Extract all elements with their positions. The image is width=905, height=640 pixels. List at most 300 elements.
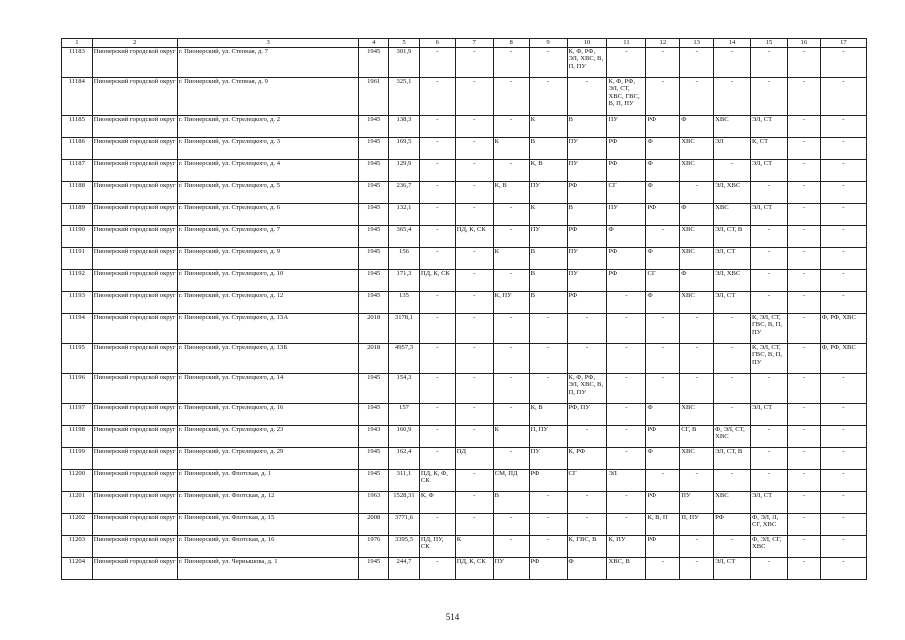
table-cell: 160,9 bbox=[389, 426, 420, 448]
table-cell: - bbox=[787, 226, 820, 248]
table-cell: - bbox=[419, 374, 455, 404]
table-cell: - bbox=[646, 226, 680, 248]
table-cell: 365,4 bbox=[389, 226, 420, 248]
table-cell: - bbox=[714, 48, 751, 78]
table-cell: - bbox=[787, 536, 820, 558]
table-cell: - bbox=[529, 78, 567, 116]
table-cell: 11202 bbox=[62, 514, 93, 536]
table-cell: 1945 bbox=[359, 558, 389, 580]
table-cell: - bbox=[493, 314, 529, 344]
table-cell: - bbox=[607, 314, 646, 344]
table-cell: РФ bbox=[567, 292, 607, 314]
table-cell: - bbox=[787, 292, 820, 314]
table-cell: ПД bbox=[455, 448, 493, 470]
table-cell: 132,1 bbox=[389, 204, 420, 226]
table-cell: 11197 bbox=[62, 404, 93, 426]
table-cell: В bbox=[529, 138, 567, 160]
table-cell: - bbox=[787, 270, 820, 292]
table-cell: ЭЛ, СТ bbox=[751, 204, 788, 226]
table-cell: ПУ bbox=[607, 116, 646, 138]
table-cell: - bbox=[787, 204, 820, 226]
table-cell: 1945 bbox=[359, 404, 389, 426]
table-cell: - bbox=[646, 78, 680, 116]
table-cell: - bbox=[680, 48, 714, 78]
table-row bbox=[62, 314, 867, 344]
table-cell: 11190 bbox=[62, 226, 93, 248]
table-cell: - bbox=[680, 558, 714, 580]
table-cell: - bbox=[493, 116, 529, 138]
table-cell: - bbox=[455, 470, 493, 492]
table-row bbox=[62, 78, 867, 116]
table-cell: К, ПУ bbox=[607, 536, 646, 558]
table-cell: - bbox=[751, 374, 788, 404]
table-cell: ЭЛ bbox=[714, 138, 751, 160]
table-cell: 11204 bbox=[62, 558, 93, 580]
table-cell: - bbox=[419, 344, 455, 374]
table-cell: Пионерский городской округ bbox=[92, 270, 177, 292]
table-cell: 1943 bbox=[359, 426, 389, 448]
table-cell: г. Пионерский, ул. Стрелецкого, д. 16 bbox=[177, 404, 359, 426]
table-cell: - bbox=[787, 344, 820, 374]
table-cell: 11184 bbox=[62, 78, 93, 116]
table-cell: Пионерский городской округ bbox=[92, 558, 177, 580]
table-cell: - bbox=[820, 426, 866, 448]
table-cell: - bbox=[419, 404, 455, 426]
table-cell: РФ bbox=[646, 204, 680, 226]
table-cell: - bbox=[751, 292, 788, 314]
table-cell: - bbox=[455, 160, 493, 182]
table-cell: ЭЛ, СТ bbox=[751, 492, 788, 514]
table-cell: РФ bbox=[714, 514, 751, 536]
table-cell: - bbox=[607, 514, 646, 536]
table-cell: К, В bbox=[493, 182, 529, 204]
table-cell: - bbox=[714, 314, 751, 344]
table-cell: г. Пионерский, ул. Стрелецкого, д. 9 bbox=[177, 248, 359, 270]
table-cell: - bbox=[567, 78, 607, 116]
table-row bbox=[62, 514, 867, 536]
column-header: 6 bbox=[419, 39, 455, 48]
table-cell: - bbox=[787, 492, 820, 514]
table-row bbox=[62, 404, 867, 426]
table-cell: Ф bbox=[646, 248, 680, 270]
table-cell: - bbox=[680, 182, 714, 204]
table-cell: 11196 bbox=[62, 374, 93, 404]
table-cell: В bbox=[529, 270, 567, 292]
table-cell: - bbox=[455, 116, 493, 138]
table-cell: - bbox=[751, 226, 788, 248]
table-cell: РФ bbox=[607, 248, 646, 270]
table-cell: ЭЛ, СТ bbox=[751, 404, 788, 426]
table-cell: - bbox=[751, 48, 788, 78]
table-cell: - bbox=[567, 514, 607, 536]
table-cell: 1945 bbox=[359, 116, 389, 138]
table-cell: - bbox=[607, 48, 646, 78]
table-cell: К, Ф, РФ, ЭЛ, СТ, ХВС, ГВС, В, П, ПУ bbox=[607, 78, 646, 116]
table-cell: К, В, П bbox=[646, 514, 680, 536]
table-cell: К, ЭЛ, СТ, ГВС, В, П, ПУ bbox=[751, 314, 788, 344]
table-cell: - bbox=[607, 344, 646, 374]
table-cell: - bbox=[680, 314, 714, 344]
table-cell: В bbox=[493, 492, 529, 514]
table-cell: - bbox=[529, 514, 567, 536]
table-cell: - bbox=[493, 270, 529, 292]
table-cell: г. Пионерский, ул. Стрелецкого, д. 3 bbox=[177, 138, 359, 160]
table-cell: - bbox=[820, 160, 866, 182]
table-cell: - bbox=[787, 514, 820, 536]
table-cell: - bbox=[493, 404, 529, 426]
table-cell: - bbox=[419, 138, 455, 160]
table-cell: 11183 bbox=[62, 48, 93, 78]
table-cell: - bbox=[419, 226, 455, 248]
table-cell: 236,7 bbox=[389, 182, 420, 204]
table-cell: - bbox=[607, 426, 646, 448]
column-header: 16 bbox=[787, 39, 820, 48]
table-cell: - bbox=[714, 160, 751, 182]
table-cell: ЭЛ, СТ, В bbox=[714, 448, 751, 470]
table-cell: ХВС bbox=[680, 448, 714, 470]
table-cell: - bbox=[787, 426, 820, 448]
table-cell: РФ bbox=[646, 492, 680, 514]
table-cell: Ф bbox=[646, 138, 680, 160]
table-cell: - bbox=[714, 404, 751, 426]
table-cell: - bbox=[419, 116, 455, 138]
table-cell: - bbox=[455, 292, 493, 314]
table-cell: - bbox=[455, 138, 493, 160]
table-row bbox=[62, 138, 867, 160]
table-cell: РФ bbox=[567, 226, 607, 248]
table-cell: - bbox=[455, 344, 493, 374]
table-cell: 11188 bbox=[62, 182, 93, 204]
table-cell: 3771,6 bbox=[389, 514, 420, 536]
table-cell: Ф bbox=[680, 116, 714, 138]
table-cell: В bbox=[567, 116, 607, 138]
table-cell: Ф bbox=[646, 182, 680, 204]
table-cell: - bbox=[419, 314, 455, 344]
table-cell: 2018 bbox=[359, 314, 389, 344]
table-cell: г. Пионерский, ул. Флотская, д. 15 bbox=[177, 514, 359, 536]
table-cell: ХВС bbox=[714, 492, 751, 514]
table-cell: ПД, К, СК bbox=[455, 226, 493, 248]
table-cell: - bbox=[680, 374, 714, 404]
table-cell: - bbox=[714, 78, 751, 116]
table-cell: - bbox=[455, 314, 493, 344]
table-cell: В bbox=[529, 292, 567, 314]
table-cell: г. Пионерский, ул. Флотская, д. 12 bbox=[177, 492, 359, 514]
table-cell: 11203 bbox=[62, 536, 93, 558]
table-cell: - bbox=[493, 226, 529, 248]
table-cell: - bbox=[787, 248, 820, 270]
table-body bbox=[62, 48, 867, 580]
table-cell: - bbox=[751, 558, 788, 580]
table-cell: 1945 bbox=[359, 292, 389, 314]
table-cell: - bbox=[419, 448, 455, 470]
table-cell: Ф bbox=[646, 404, 680, 426]
table-cell: - bbox=[787, 470, 820, 492]
table-cell: г. Пионерский, ул. Стрелецкого, д. 14 bbox=[177, 374, 359, 404]
table-cell: ПУ bbox=[567, 270, 607, 292]
table-cell: Ф bbox=[680, 270, 714, 292]
table-cell: 11186 bbox=[62, 138, 93, 160]
table-cell: ЭЛ, СТ bbox=[751, 116, 788, 138]
table-cell: г. Пионерский, ул. Стрелецкого, д. 12 bbox=[177, 292, 359, 314]
table-cell: - bbox=[787, 78, 820, 116]
table-cell: - bbox=[493, 78, 529, 116]
table-cell: ПД, К, СК bbox=[455, 558, 493, 580]
table-cell: К bbox=[493, 248, 529, 270]
table-cell: - bbox=[529, 48, 567, 78]
table-cell: - bbox=[567, 344, 607, 374]
table-cell: - bbox=[607, 448, 646, 470]
table-cell: СГ bbox=[646, 270, 680, 292]
table-cell: - bbox=[714, 344, 751, 374]
column-header: 17 bbox=[820, 39, 866, 48]
table-cell: Пионерский городской округ bbox=[92, 374, 177, 404]
table-cell: - bbox=[820, 514, 866, 536]
table-cell: - bbox=[455, 204, 493, 226]
table-cell: Ф, РФ, ХВС bbox=[820, 314, 866, 344]
table-cell: 11192 bbox=[62, 270, 93, 292]
table-cell: - bbox=[820, 204, 866, 226]
column-header: 5 bbox=[389, 39, 420, 48]
table-cell: - bbox=[820, 492, 866, 514]
table-cell: ПД, ПУ, СК bbox=[419, 536, 455, 558]
table-row bbox=[62, 374, 867, 404]
table-cell: 156 bbox=[389, 248, 420, 270]
table-cell: 3178,1 bbox=[389, 314, 420, 344]
table-cell: - bbox=[646, 374, 680, 404]
table-cell: г. Пионерский, ул. Стрелецкого, д. 4 bbox=[177, 160, 359, 182]
table-cell: ЭЛ, СТ bbox=[714, 248, 751, 270]
table-cell: К, РФ bbox=[567, 448, 607, 470]
table-cell: - bbox=[493, 160, 529, 182]
column-header: 9 bbox=[529, 39, 567, 48]
table-cell: ХВС bbox=[680, 292, 714, 314]
table-cell: - bbox=[455, 248, 493, 270]
table-cell: Пионерский городской округ bbox=[92, 226, 177, 248]
table-cell: - bbox=[607, 374, 646, 404]
table-cell: К bbox=[493, 426, 529, 448]
table-cell: Ф bbox=[646, 292, 680, 314]
table-row bbox=[62, 182, 867, 204]
table-cell: РФ bbox=[646, 426, 680, 448]
table-cell: К bbox=[529, 116, 567, 138]
table-row bbox=[62, 536, 867, 558]
table-cell: К, Ф, РФ, ЭЛ, ХВС, В, П, ПУ bbox=[567, 48, 607, 78]
table-cell: Пионерский городской округ bbox=[92, 182, 177, 204]
table-cell: г. Пионерский, ул. Стрелецкого, д. 2 bbox=[177, 116, 359, 138]
table-cell: 135 bbox=[389, 292, 420, 314]
table-cell: - bbox=[751, 448, 788, 470]
table-cell: 244,7 bbox=[389, 558, 420, 580]
column-header: 15 bbox=[751, 39, 788, 48]
table-cell: 1945 bbox=[359, 138, 389, 160]
table-cell: - bbox=[820, 138, 866, 160]
table-cell: ХВС bbox=[680, 160, 714, 182]
table-cell: - bbox=[493, 48, 529, 78]
table-cell: - bbox=[787, 404, 820, 426]
table-cell: г. Пионерский, ул. Флотская, д. 16 bbox=[177, 536, 359, 558]
table-cell: - bbox=[820, 470, 866, 492]
table-cell: Пионерский городской округ bbox=[92, 48, 177, 78]
table-cell: ПД, К, Ф, СК bbox=[419, 470, 455, 492]
table-cell: г. Пионерский, ул. Стрелецкого, д. 6 bbox=[177, 204, 359, 226]
column-header: 7 bbox=[455, 39, 493, 48]
table-cell: - bbox=[820, 558, 866, 580]
table-row bbox=[62, 470, 867, 492]
table-cell: Пионерский городской округ bbox=[92, 536, 177, 558]
table-cell: - bbox=[455, 48, 493, 78]
table-cell: - bbox=[820, 536, 866, 558]
table-cell: - bbox=[787, 182, 820, 204]
table-cell: - bbox=[607, 404, 646, 426]
table-cell: - bbox=[419, 558, 455, 580]
column-header: 4 bbox=[359, 39, 389, 48]
table-cell: - bbox=[567, 426, 607, 448]
column-header: 3 bbox=[177, 39, 359, 48]
table-cell: - bbox=[567, 492, 607, 514]
table-cell: - bbox=[820, 404, 866, 426]
table-cell: К, В bbox=[529, 404, 567, 426]
table-cell: ЭЛ bbox=[607, 470, 646, 492]
table-cell: Пионерский городской округ bbox=[92, 344, 177, 374]
table-cell: 157 bbox=[389, 404, 420, 426]
table-row bbox=[62, 116, 867, 138]
table-cell: К, Ф bbox=[419, 492, 455, 514]
table-cell: - bbox=[787, 374, 820, 404]
table-cell: - bbox=[646, 344, 680, 374]
table-cell: - bbox=[493, 344, 529, 374]
table-row bbox=[62, 204, 867, 226]
table-cell: СГ, В bbox=[680, 426, 714, 448]
table-cell: - bbox=[455, 514, 493, 536]
table-cell: 11191 bbox=[62, 248, 93, 270]
table-cell: Пионерский городской округ bbox=[92, 248, 177, 270]
page-number: 514 bbox=[445, 612, 460, 622]
table-cell: Ф, ЭЛ, Л, СГ, ХВС bbox=[751, 514, 788, 536]
table-cell: ХВС bbox=[680, 248, 714, 270]
table-cell: - bbox=[751, 270, 788, 292]
table-cell: 1945 bbox=[359, 160, 389, 182]
table-cell: Ф, ЭЛ, СГ, ХВС bbox=[751, 536, 788, 558]
table-cell: г. Пионерский, ул. Стрелецкого, д. 23 bbox=[177, 426, 359, 448]
column-header: 13 bbox=[680, 39, 714, 48]
register-table bbox=[61, 38, 867, 580]
table-cell: - bbox=[787, 48, 820, 78]
table-cell: - bbox=[493, 514, 529, 536]
table-cell: г. Пионерский, ул. Стрелецкого, д. 13А bbox=[177, 314, 359, 344]
table-cell: - bbox=[714, 536, 751, 558]
table-cell: - bbox=[455, 78, 493, 116]
table-cell: - bbox=[820, 78, 866, 116]
table-cell: - bbox=[607, 292, 646, 314]
table-row bbox=[62, 492, 867, 514]
table-cell: - bbox=[751, 426, 788, 448]
table-cell: - bbox=[714, 470, 751, 492]
table-cell: г. Пионерский, ул. Стрелецкого, д. 13Б bbox=[177, 344, 359, 374]
table-cell: - bbox=[820, 374, 866, 404]
column-header: 14 bbox=[714, 39, 751, 48]
table-cell: - bbox=[680, 470, 714, 492]
table-cell: - bbox=[787, 160, 820, 182]
table-cell: 1945 bbox=[359, 270, 389, 292]
table-cell: СГ bbox=[567, 470, 607, 492]
table-cell: - bbox=[820, 182, 866, 204]
table-cell: В bbox=[529, 248, 567, 270]
table-cell: - bbox=[820, 248, 866, 270]
table-cell: - bbox=[529, 314, 567, 344]
table-cell: 1976 bbox=[359, 536, 389, 558]
table-cell: - bbox=[419, 292, 455, 314]
table-cell: Пионерский городской округ bbox=[92, 448, 177, 470]
table-cell: - bbox=[820, 116, 866, 138]
table-cell: К bbox=[529, 204, 567, 226]
column-header: 12 bbox=[646, 39, 680, 48]
table-cell: 1528,31 bbox=[389, 492, 420, 514]
table-cell: 129,9 bbox=[389, 160, 420, 182]
table-cell: К, ЭЛ, СТ, ГВС, В, П, ПУ bbox=[751, 344, 788, 374]
table-cell: - bbox=[680, 536, 714, 558]
table-cell: РФ, ПУ bbox=[567, 404, 607, 426]
table-cell: - bbox=[820, 292, 866, 314]
table-cell: ЭЛ, СТ bbox=[751, 160, 788, 182]
table-cell: - bbox=[820, 448, 866, 470]
table-cell: К, В bbox=[529, 160, 567, 182]
table-cell: - bbox=[493, 536, 529, 558]
table-cell: - bbox=[820, 48, 866, 78]
table-cell: 325,1 bbox=[389, 78, 420, 116]
table-cell: - bbox=[419, 48, 455, 78]
table-cell: 11194 bbox=[62, 314, 93, 344]
table-cell: ЭЛ, СТ bbox=[714, 292, 751, 314]
table-cell: 169,5 bbox=[389, 138, 420, 160]
table-cell: РФ bbox=[607, 138, 646, 160]
table-cell: - bbox=[419, 514, 455, 536]
table-cell: 2008 bbox=[359, 514, 389, 536]
table-cell: г. Пионерский, ул. Степная, д. 9 bbox=[177, 78, 359, 116]
register-table-container bbox=[61, 38, 867, 580]
table-cell: г. Пионерский, ул. Стрелецкого, д. 5 bbox=[177, 182, 359, 204]
table-cell: ПУ bbox=[680, 492, 714, 514]
table-cell: 1961 bbox=[359, 78, 389, 116]
table-cell: 1963 bbox=[359, 492, 389, 514]
table-cell: - bbox=[714, 374, 751, 404]
table-cell: 1945 bbox=[359, 448, 389, 470]
table-cell: ЭЛ, СТ bbox=[714, 558, 751, 580]
table-cell: - bbox=[455, 426, 493, 448]
table-cell: - bbox=[787, 558, 820, 580]
table-cell: 154,3 bbox=[389, 374, 420, 404]
table-cell: ПУ bbox=[529, 226, 567, 248]
table-cell: ПУ bbox=[607, 204, 646, 226]
table-cell: Пионерский городской округ bbox=[92, 404, 177, 426]
table-cell: ПУ bbox=[567, 138, 607, 160]
table-cell: ПУ bbox=[529, 182, 567, 204]
table-cell: - bbox=[419, 160, 455, 182]
table-cell: - bbox=[787, 138, 820, 160]
table-cell: ХВС bbox=[714, 116, 751, 138]
table-cell: - bbox=[419, 248, 455, 270]
table-cell: - bbox=[567, 314, 607, 344]
table-cell: Пионерский городской округ bbox=[92, 138, 177, 160]
table-cell: - bbox=[529, 492, 567, 514]
table-cell: г. Пионерский, ул. Стрелецкого, д. 7 bbox=[177, 226, 359, 248]
table-cell: - bbox=[455, 374, 493, 404]
table-cell: 11201 bbox=[62, 492, 93, 514]
table-cell: г. Пионерский, ул. Степная, д. 7 bbox=[177, 48, 359, 78]
table-cell: - bbox=[493, 448, 529, 470]
table-cell: РФ bbox=[646, 536, 680, 558]
table-cell: - bbox=[419, 182, 455, 204]
